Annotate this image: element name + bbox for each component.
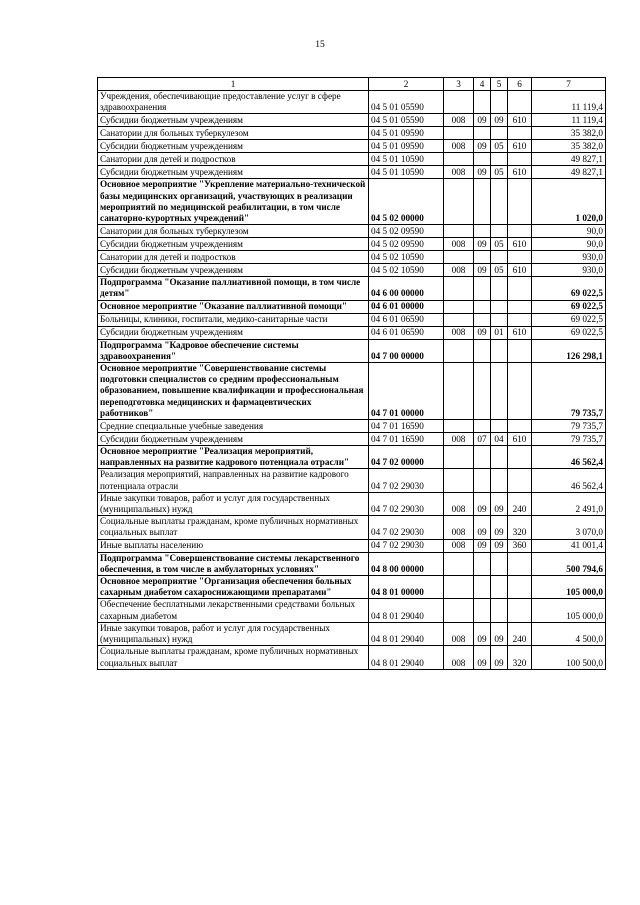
- row-department: 008: [444, 622, 474, 645]
- row-code: 04 6 00 00000: [369, 277, 444, 300]
- row-expense-type: 360: [508, 539, 532, 552]
- row-expense-type: [508, 552, 532, 575]
- row-code: 04 7 02 29030: [369, 539, 444, 552]
- table-row: [98, 251, 606, 264]
- row-department: [444, 127, 474, 140]
- row-amount: 46 562,4: [532, 446, 606, 469]
- row-section: 09: [474, 646, 491, 669]
- row-section: 07: [474, 433, 491, 446]
- row-amount: 90,0: [532, 225, 606, 238]
- row-amount: 69 022,5: [532, 300, 606, 313]
- row-section: [474, 300, 491, 313]
- row-code: 04 5 01 09590: [369, 140, 444, 153]
- row-name: Реализация мероприятий, направленных на развитие кадрового потенциала отрасли: [98, 469, 369, 492]
- row-department: [444, 251, 474, 264]
- row-subsection: [491, 179, 508, 225]
- table-row: [98, 153, 606, 166]
- row-amount: 69 022,5: [532, 277, 606, 300]
- row-department: [444, 313, 474, 326]
- row-expense-type: [508, 363, 532, 420]
- row-amount: 126 298,1: [532, 339, 606, 362]
- row-amount: 2 491,0: [532, 492, 606, 515]
- row-section: 09: [474, 492, 491, 515]
- row-expense-type: [508, 127, 532, 140]
- row-department: 008: [444, 646, 474, 669]
- row-department: [444, 225, 474, 238]
- row-department: 008: [444, 492, 474, 515]
- row-amount: 11 119,4: [532, 91, 606, 114]
- row-amount: 46 562,4: [532, 469, 606, 492]
- row-amount: 79 735,7: [532, 420, 606, 433]
- table-row: [98, 91, 606, 114]
- row-name: Субсидии бюджетным учреждениям: [98, 140, 369, 153]
- row-section: [474, 363, 491, 420]
- row-department: [444, 339, 474, 362]
- row-name: Санатории для больных туберкулезом: [98, 127, 369, 140]
- row-amount: 930,0: [532, 251, 606, 264]
- row-name: Больницы, клиники, госпитали, медико-санитарные части: [98, 313, 369, 326]
- row-section: 09: [474, 539, 491, 552]
- table-row: [98, 140, 606, 153]
- row-amount: 35 382,0: [532, 140, 606, 153]
- row-subsection: [491, 313, 508, 326]
- row-name: Субсидии бюджетным учреждениям: [98, 433, 369, 446]
- row-section: 09: [474, 114, 491, 127]
- row-name: Учреждения, обеспечивающие предоставление услуг в сфере здравоохранения: [98, 91, 369, 114]
- table-row: [98, 127, 606, 140]
- row-expense-type: 610: [508, 166, 532, 179]
- page-number: 15: [315, 40, 325, 50]
- row-name: Подпрограмма "Кадровое обеспечение системы здравоохранения": [98, 339, 369, 362]
- row-section: [474, 339, 491, 362]
- row-amount: 79 735,7: [532, 433, 606, 446]
- row-subsection: 05: [491, 264, 508, 277]
- row-amount: 930,0: [532, 264, 606, 277]
- row-amount: 49 827,1: [532, 153, 606, 166]
- row-subsection: [491, 339, 508, 362]
- row-amount: 79 735,7: [532, 363, 606, 420]
- row-section: [474, 469, 491, 492]
- row-code: 04 6 01 06590: [369, 313, 444, 326]
- row-expense-type: [508, 469, 532, 492]
- row-expense-type: 610: [508, 140, 532, 153]
- table-row: [98, 264, 606, 277]
- table-header-row: [98, 78, 606, 91]
- row-name: Субсидии бюджетным учреждениям: [98, 326, 369, 339]
- row-expense-type: [508, 420, 532, 433]
- row-expense-type: 240: [508, 492, 532, 515]
- row-name: Санатории для детей и подростков: [98, 153, 369, 166]
- row-expense-type: [508, 225, 532, 238]
- row-section: [474, 153, 491, 166]
- row-section: 09: [474, 238, 491, 251]
- row-expense-type: 320: [508, 646, 532, 669]
- row-department: [444, 91, 474, 114]
- row-code: 04 5 02 09590: [369, 225, 444, 238]
- row-department: 008: [444, 433, 474, 446]
- row-subsection: [491, 469, 508, 492]
- row-amount: 35 382,0: [532, 127, 606, 140]
- row-expense-type: [508, 446, 532, 469]
- row-code: 04 6 01 06590: [369, 326, 444, 339]
- row-expense-type: [508, 313, 532, 326]
- row-name: Средние специальные учебные заведения: [98, 420, 369, 433]
- row-section: [474, 179, 491, 225]
- row-name: Обеспечение бесплатными лекарственными средствами больных сахарным диабетом: [98, 599, 369, 622]
- row-expense-type: [508, 277, 532, 300]
- row-name: Субсидии бюджетным учреждениям: [98, 238, 369, 251]
- row-subsection: [491, 300, 508, 313]
- table-row: [98, 339, 606, 362]
- row-subsection: 01: [491, 326, 508, 339]
- row-subsection: 09: [491, 114, 508, 127]
- row-subsection: [491, 91, 508, 114]
- row-name: Субсидии бюджетным учреждениям: [98, 166, 369, 179]
- row-name: Иные закупки товаров, работ и услуг для государственных (муниципальных) нужд: [98, 492, 369, 515]
- row-amount: 105 000,0: [532, 599, 606, 622]
- row-subsection: 05: [491, 238, 508, 251]
- row-section: 09: [474, 264, 491, 277]
- row-code: 04 7 00 00000: [369, 339, 444, 362]
- row-department: [444, 153, 474, 166]
- row-subsection: [491, 599, 508, 622]
- row-department: 008: [444, 326, 474, 339]
- row-department: 008: [444, 516, 474, 539]
- row-department: [444, 469, 474, 492]
- row-name: Основное мероприятие "Организация обеспечения больных сахарным диабетом сахароснижающими препаратами": [98, 576, 369, 599]
- row-code: 04 8 01 00000: [369, 576, 444, 599]
- table-row: [98, 114, 606, 127]
- row-expense-type: [508, 576, 532, 599]
- column-header: 6: [508, 78, 532, 91]
- row-code: 04 7 01 16590: [369, 433, 444, 446]
- row-section: [474, 251, 491, 264]
- row-subsection: 05: [491, 166, 508, 179]
- row-section: 09: [474, 516, 491, 539]
- row-amount: 100 500,0: [532, 646, 606, 669]
- column-header: 7: [532, 78, 606, 91]
- row-name: Санатории для детей и подростков: [98, 251, 369, 264]
- row-expense-type: 610: [508, 238, 532, 251]
- row-amount: 500 794,6: [532, 552, 606, 575]
- table-row: [98, 433, 606, 446]
- row-code: 04 5 02 10590: [369, 251, 444, 264]
- row-subsection: 09: [491, 492, 508, 515]
- row-subsection: [491, 363, 508, 420]
- row-expense-type: [508, 300, 532, 313]
- row-department: 008: [444, 539, 474, 552]
- row-subsection: [491, 552, 508, 575]
- row-name: Основное мероприятие "Реализация мероприятий, направленных на развитие кадрового потенциала отрасли": [98, 446, 369, 469]
- row-section: 09: [474, 622, 491, 645]
- row-subsection: [491, 251, 508, 264]
- row-code: 04 8 01 29040: [369, 599, 444, 622]
- table-row: [98, 300, 606, 313]
- column-header: 2: [369, 78, 444, 91]
- row-expense-type: 240: [508, 622, 532, 645]
- row-name: Социальные выплаты гражданам, кроме публичных нормативных социальных выплат: [98, 516, 369, 539]
- column-header: 3: [444, 78, 474, 91]
- table-row: [98, 420, 606, 433]
- row-amount: 3 070,0: [532, 516, 606, 539]
- row-name: Основное мероприятие "Укрепление материально-технической базы медицинских организаций, участвующих в реализации мероприятий по медицинской реабилитации, в том числе санаторно-курортных учреждений": [98, 179, 369, 225]
- row-code: 04 8 01 29040: [369, 646, 444, 669]
- row-subsection: [491, 127, 508, 140]
- row-name: Основное мероприятие "Оказание паллиативной помощи": [98, 300, 369, 313]
- row-section: [474, 313, 491, 326]
- row-department: 008: [444, 238, 474, 251]
- row-name: Основное мероприятие "Совершенствование системы подготовки специалистов со средним профессиональным образованием, повышение квалификации и профессиональная переподготовка медицинских и фармацевтических работников": [98, 363, 369, 420]
- row-subsection: 09: [491, 646, 508, 669]
- table-row: [98, 576, 606, 599]
- table-row: [98, 326, 606, 339]
- table-row: [98, 539, 606, 552]
- row-department: [444, 446, 474, 469]
- row-name: Субсидии бюджетным учреждениям: [98, 114, 369, 127]
- row-name: Иные выплаты населению: [98, 539, 369, 552]
- table-row: [98, 516, 606, 539]
- table-row: [98, 446, 606, 469]
- column-header: 5: [491, 78, 508, 91]
- row-code: 04 7 02 29030: [369, 516, 444, 539]
- row-name: Социальные выплаты гражданам, кроме публичных нормативных социальных выплат: [98, 646, 369, 669]
- row-amount: 41 001,4: [532, 539, 606, 552]
- row-department: 008: [444, 166, 474, 179]
- row-subsection: 09: [491, 622, 508, 645]
- row-code: 04 8 01 29040: [369, 622, 444, 645]
- row-expense-type: 610: [508, 326, 532, 339]
- row-amount: 1 020,0: [532, 179, 606, 225]
- row-section: [474, 552, 491, 575]
- row-expense-type: [508, 251, 532, 264]
- row-subsection: 09: [491, 539, 508, 552]
- row-expense-type: [508, 91, 532, 114]
- row-code: 04 5 02 09590: [369, 238, 444, 251]
- row-amount: 90,0: [532, 238, 606, 251]
- row-subsection: 09: [491, 516, 508, 539]
- row-code: 04 7 02 29030: [369, 492, 444, 515]
- row-expense-type: [508, 599, 532, 622]
- row-section: [474, 127, 491, 140]
- row-section: [474, 225, 491, 238]
- row-department: 008: [444, 114, 474, 127]
- row-department: [444, 363, 474, 420]
- table-row: [98, 552, 606, 575]
- row-amount: 69 022,5: [532, 326, 606, 339]
- row-code: 04 5 01 10590: [369, 153, 444, 166]
- row-amount: 105 000,0: [532, 576, 606, 599]
- row-department: [444, 277, 474, 300]
- table-row: [98, 179, 606, 225]
- row-name: Иные закупки товаров, работ и услуг для государственных (муниципальных) нужд: [98, 622, 369, 645]
- table-row: [98, 363, 606, 420]
- row-expense-type: 610: [508, 114, 532, 127]
- row-code: 04 5 01 09590: [369, 127, 444, 140]
- row-subsection: [491, 277, 508, 300]
- row-section: 09: [474, 140, 491, 153]
- row-section: [474, 277, 491, 300]
- row-amount: 4 500,0: [532, 622, 606, 645]
- table-row: [98, 225, 606, 238]
- row-code: 04 5 02 00000: [369, 179, 444, 225]
- row-subsection: [491, 576, 508, 599]
- row-department: 008: [444, 264, 474, 277]
- table-row: [98, 492, 606, 515]
- row-code: 04 7 02 00000: [369, 446, 444, 469]
- row-section: [474, 576, 491, 599]
- column-header: 1: [98, 78, 369, 91]
- row-department: [444, 576, 474, 599]
- row-section: 09: [474, 326, 491, 339]
- table-row: [98, 277, 606, 300]
- row-department: [444, 300, 474, 313]
- row-amount: 11 119,4: [532, 114, 606, 127]
- row-code: 04 7 02 29030: [369, 469, 444, 492]
- table-row: [98, 469, 606, 492]
- row-section: [474, 420, 491, 433]
- row-section: [474, 599, 491, 622]
- row-name: Подпрограмма "Оказание паллиативной помощи, в том числе детям": [98, 277, 369, 300]
- row-name: Подпрограмма "Совершенствование системы лекарственного обеспечения, в том числе в амбулаторных условиях": [98, 552, 369, 575]
- row-code: 04 7 01 00000: [369, 363, 444, 420]
- row-code: 04 5 01 10590: [369, 166, 444, 179]
- row-code: 04 7 01 16590: [369, 420, 444, 433]
- row-code: 04 5 02 10590: [369, 264, 444, 277]
- table-row: [98, 622, 606, 645]
- row-section: [474, 91, 491, 114]
- row-name: Санатории для больных туберкулезом: [98, 225, 369, 238]
- table-row: [98, 313, 606, 326]
- row-department: 008: [444, 140, 474, 153]
- table-row: [98, 238, 606, 251]
- row-subsection: [491, 153, 508, 166]
- row-department: [444, 420, 474, 433]
- row-department: [444, 179, 474, 225]
- row-amount: 69 022,5: [532, 313, 606, 326]
- row-expense-type: [508, 179, 532, 225]
- row-expense-type: [508, 339, 532, 362]
- row-department: [444, 599, 474, 622]
- column-header: 4: [474, 78, 491, 91]
- row-department: [444, 552, 474, 575]
- row-code: 04 5 01 05590: [369, 114, 444, 127]
- row-subsection: 04: [491, 433, 508, 446]
- row-code: 04 5 01 05590: [369, 91, 444, 114]
- row-expense-type: 320: [508, 516, 532, 539]
- table-row: [98, 646, 606, 669]
- row-subsection: [491, 420, 508, 433]
- row-expense-type: [508, 153, 532, 166]
- table-row: [98, 166, 606, 179]
- row-section: [474, 446, 491, 469]
- table-row: [98, 599, 606, 622]
- row-code: 04 8 00 00000: [369, 552, 444, 575]
- row-subsection: [491, 446, 508, 469]
- row-expense-type: 610: [508, 433, 532, 446]
- row-subsection: [491, 225, 508, 238]
- row-code: 04 6 01 00000: [369, 300, 444, 313]
- row-name: Субсидии бюджетным учреждениям: [98, 264, 369, 277]
- row-subsection: 05: [491, 140, 508, 153]
- row-amount: 49 827,1: [532, 166, 606, 179]
- budget-table: [97, 77, 606, 670]
- row-section: 09: [474, 166, 491, 179]
- row-expense-type: 610: [508, 264, 532, 277]
